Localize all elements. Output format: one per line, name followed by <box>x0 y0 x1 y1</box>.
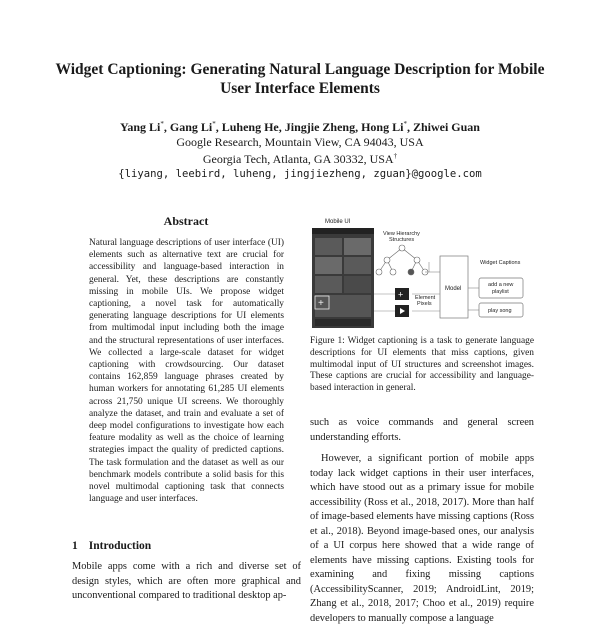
caption-add-playlist: add a new <box>488 282 514 288</box>
label-element-pixels: Element <box>415 295 436 301</box>
phone-tile <box>315 257 342 274</box>
phone-tile <box>315 238 342 255</box>
title-line-2: User Interface Elements <box>220 80 380 97</box>
section-title: Introduction <box>88 540 152 552</box>
label-widget-captions: Widget Captions <box>480 260 521 266</box>
author-name: Jingjie Zheng <box>284 120 356 134</box>
section-heading-introduction <box>72 540 151 552</box>
label-element-pixels-2: Pixels <box>417 301 432 307</box>
affiliation-gatech <box>40 149 560 167</box>
label-view-hierarchy: View Hierarchy <box>383 231 420 237</box>
phone-tile <box>344 238 371 255</box>
label-model: Model <box>445 286 462 292</box>
affiliation-gatech-text: Georgia Tech, Atlanta, GA 30332, USA <box>202 152 394 166</box>
phone-play-bar <box>315 319 371 326</box>
element-pixel-plus-icon: + <box>398 289 404 300</box>
right-column-body <box>310 416 534 626</box>
figure-1 <box>307 210 535 330</box>
phone-status-bar <box>312 228 374 234</box>
author-name: Gang Li <box>169 120 213 134</box>
phone-tile <box>344 276 371 293</box>
author-name: Hong Li <box>361 120 404 134</box>
caption-add-playlist-2: playlist <box>492 289 509 295</box>
paragraph: such as voice commands and general screen understanding efforts. <box>310 417 534 443</box>
author-name: Zhiwei Guan <box>412 120 480 134</box>
figure-caption: Figure 1: Widget captioning is a task to generate language descriptions for UI elements that miss captions, given multimodal input of UI structures and screenshot images. These captions are crucial for accessibility and language-based interaction in general. <box>310 336 534 394</box>
title-line-1: Widget Captioning: Generating Natural Language Description for Mobile <box>55 61 545 78</box>
affiliation-mark: † <box>393 152 398 160</box>
view-hierarchy-tree <box>376 245 428 275</box>
author-mark: * <box>160 120 164 128</box>
caption-play-song: play song <box>488 308 512 314</box>
author-mark: * <box>212 120 216 128</box>
author-names: Yang Li*, Gang Li*, Luheng He, Jingjie Zheng, Hong Li*, Zhiwei Guan <box>120 120 480 134</box>
caption-box-add-playlist <box>479 278 523 298</box>
phone-tile <box>344 257 371 274</box>
label-view-hierarchy-2: Structures <box>389 237 415 243</box>
author-name: Yang Li <box>120 120 161 134</box>
paper-title <box>40 60 560 98</box>
author-name: Luheng He <box>221 120 279 134</box>
label-mobile-ui: Mobile UI <box>325 219 351 225</box>
plus-icon: + <box>318 298 324 309</box>
phone-tile <box>315 276 342 293</box>
affiliation-google: Google Research, Mountain View, CA 94043, USA <box>176 134 424 149</box>
abstract-heading: Abstract <box>163 214 209 228</box>
author-mark: * <box>403 120 407 128</box>
introduction-text: Mobile apps come with a rich and diverse set of design styles, which are often more graphical and unconventional compared to traditional desktop ap- <box>72 561 301 601</box>
output-connectors <box>468 288 479 310</box>
author-block <box>40 117 560 181</box>
section-number: 1 <box>72 540 78 552</box>
author-emails: {liyang, leebird, luheng, jingjiezheng, zguan}@google.com <box>118 167 482 180</box>
abstract-text: Natural language descriptions of user interface (UI) elements such as alternative text are crucial for accessibility and language-based interaction in general. Yet, these descriptions are constantly missing in mobile UIs. We propose widget captioning, a novel task for automatically generating language descriptions for UI elements from multimodal input including both the image and the structural representations of user interfaces. We collected a large-scale dataset for widget captioning with crowdsourcing. Our dataset contains 162,859 language phrases created by human workers for annotating 61,285 UI elements across 21,750 unique UI screens. We thoroughly analyze the dataset, and train and evaluate a set of deep model configurations to investigate how each feature modality as well as the choice of learning strategies impact the quality of predicted captions. The task formulation and the dataset as well as our benchmark models contribute a solid basis for this novel multimodal captioning task that connects language and user interfaces. <box>89 238 284 505</box>
paragraph: However, a significant portion of mobile apps today lack widget captions in their user interfaces, which have stood out as a primary issue for mobile accessibility (Ross et al., 2018, 2017). More than half of image-based elements have missing captions (Ross et al., 2018). Beyond image-based ones, our analysis of a UI corpus here showed that a wide range of elements have missing captions. Existing tools for examining and fixing missing captions (AccessibilityScanner, 2019; AndroidLint, 2019; Zhang et al., 2018, 2017; Choo et al., 2019) require developers to manually compose a language <box>310 453 534 624</box>
